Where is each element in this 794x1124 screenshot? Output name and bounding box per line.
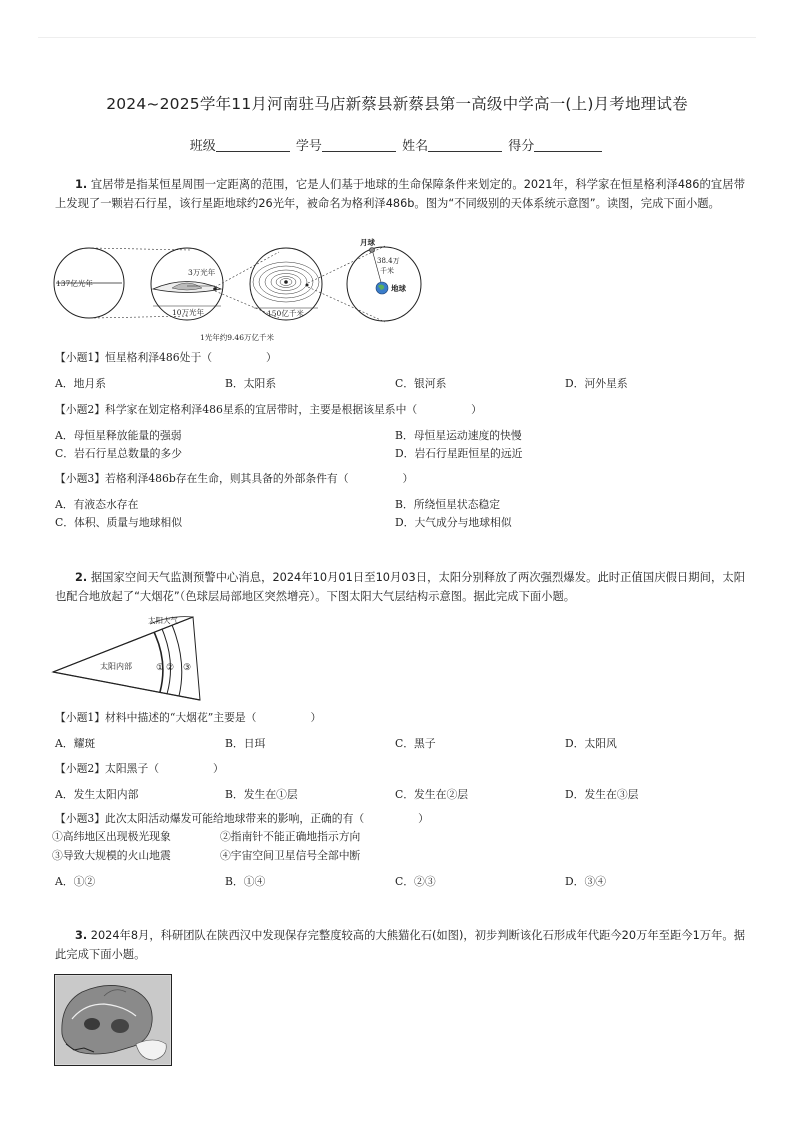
label-layer-3: ③ [183,663,192,673]
label-moon: 月球 [360,238,375,247]
q2-sub3-option-c[interactable]: C．②③ [395,875,436,888]
sun-dot [284,280,288,284]
label-layer-1: ① [156,663,165,673]
q1-sub2-option-b[interactable]: B．母恒星运动速度的快慢 [395,429,522,442]
q1-sub3-option-b[interactable]: B．所绕恒星状态稳定 [395,498,501,511]
q1-number: 1. [75,178,88,191]
q1-sub3-option-c[interactable]: C．体积、质量与地球相似 [55,516,183,529]
q2-sun-atmosphere-figure [50,612,210,702]
q1-sub2-stem: 【小题2】科学家在划定格利泽486星系的宜居带时，主要是根据该星系中（ ） [55,403,482,416]
q2-sub3-option-b[interactable]: B．①④ [225,875,266,888]
fossil-orbit [84,1018,100,1030]
q1-sub1-stem: 【小题1】恒星格利泽486处于（ ） [55,351,277,364]
q2-sub1-option-b[interactable]: B．日珥 [225,737,266,750]
label-3w: 3万光年 [188,268,216,277]
q1-sub1-option-d[interactable]: D．河外星系 [565,377,628,390]
panda-fossil-photo [54,974,172,1066]
q2-stem [55,569,745,606]
q1-celestial-systems-figure [52,236,432,346]
page-title: 2024~2025学年11月河南驻马店新蔡县新蔡县第一高级中学高一(上)月考地理试卷 [106,95,688,113]
moon-icon [370,248,375,253]
q2-sub3-option-a[interactable]: A．①② [55,875,96,888]
label-interior: 太阳内部 [100,662,132,671]
q2-number: 2. [75,571,88,584]
label-10w: 10万光年 [172,308,205,317]
q2-sub1-option-c[interactable]: C．黑子 [395,737,436,750]
name-label: 姓名 [402,139,429,154]
q1-sub2-option-d[interactable]: D．岩石行星距恒星的远近 [395,447,523,460]
label-150: 150亿千米 [267,309,304,318]
q1-sub3-stem: 【小题3】若格利泽486b存在生命，则其具备的外部条件有（ ） [55,472,414,485]
q2-sub1-option-a[interactable]: A．耀斑 [55,737,96,750]
label-384: 38.4万 [377,257,400,265]
header-divider [38,37,756,38]
q2-sub2-option-a[interactable]: A．发生太阳内部 [55,788,139,801]
q2-sub3-item-2: ②指南针不能正确地指示方向 [220,830,361,843]
q2-sub3-item-1: ①高纬地区出现极光现象 [52,830,171,843]
q2-sub3-stem: 【小题3】此次太阳活动爆发可能给地球带来的影响，正确的有（ ） [55,812,429,825]
q2-sub3-item-4: ④宇宙空间卫星信号全部中断 [220,849,361,862]
earth-dot [306,284,309,287]
q2-sub2-stem: 【小题2】太阳黑子（ ） [55,762,224,775]
q1-stem-text: 宜居带是指某恒星周围一定距离的范围，它是人们基于地球的生命保障条件来划定的。2021年，科学家在恒星格利泽486的宜居带上发现了一颗岩石行星，该行星距地球约26光年，被命名为格利泽486b。图为“不同级别的天体系统示意图”。读图，完成下面小题。 [55,178,745,210]
q1-sub3-option-d[interactable]: D．大气成分与地球相似 [395,516,512,529]
class-label: 班级 [189,139,216,154]
q3-stem-text: 2024年8月，科研团队在陕西汉中发现保存完整度较高的大熊猫化石(如图)，初步判断该化石形成年代距今20万年至距今1万年。据此完成下面小题。 [55,929,745,961]
q2-sub2-option-b[interactable]: B．发生在①层 [225,788,298,801]
q2-sub2-option-d[interactable]: D．发生在③层 [565,788,639,801]
connector [308,287,385,322]
q1-sub2-option-c[interactable]: C．岩石行星总数量的多少 [55,447,183,460]
class-blank[interactable] [216,138,290,152]
lightyear-note: 1光年约9.46万亿千米 [200,333,274,342]
id-label: 学号 [295,139,322,154]
q1-stem [55,176,745,213]
label-km: 千米 [380,267,394,275]
q1-sub1-option-b[interactable]: B．太阳系 [225,377,277,390]
q2-sub3-option-d[interactable]: D．③④ [565,875,607,888]
label-atmos: 太阳大气 [148,616,178,625]
score-blank[interactable] [534,138,602,152]
label-earth: 地球 [391,284,406,293]
q2-sub1-option-d[interactable]: D．太阳风 [565,737,617,750]
label-137: 137亿光年 [56,279,93,288]
sun-sector-outline [53,617,200,700]
q3-stem [55,927,745,964]
sun-position-dot [213,287,217,291]
q2-sub1-stem: 【小题1】材料中描述的“大烟花”主要是（ ） [55,711,322,724]
student-info-line [0,135,794,154]
q1-sub3-option-a[interactable]: A．有液态水存在 [55,498,139,511]
q3-number: 3. [75,929,88,942]
q1-sub1-option-c[interactable]: C．银河系 [395,377,447,390]
id-blank[interactable] [322,138,396,152]
label-layer-2: ② [166,663,175,673]
q1-sub2-option-a[interactable]: A．母恒星释放能量的强弱 [55,429,182,442]
score-label: 得分 [508,139,535,154]
fossil-orbit [111,1019,129,1033]
name-blank[interactable] [428,138,502,152]
q2-sub2-option-c[interactable]: C．发生在②层 [395,788,469,801]
q1-sub1-option-a[interactable]: A．地月系 [55,377,106,390]
q2-sub3-item-3: ③导致大规模的火山地震 [52,849,171,862]
q2-stem-text: 据国家空间天气监测预警中心消息，2024年10月01日至10月03日，太阳分别释放了两次强烈爆发。此时正值国庆假日期间，太阳也配合地放起了“大烟花”（色球层局部地区突然增亮）。下图太阳大气层结构示意图。据此完成下面小题。 [55,571,745,603]
